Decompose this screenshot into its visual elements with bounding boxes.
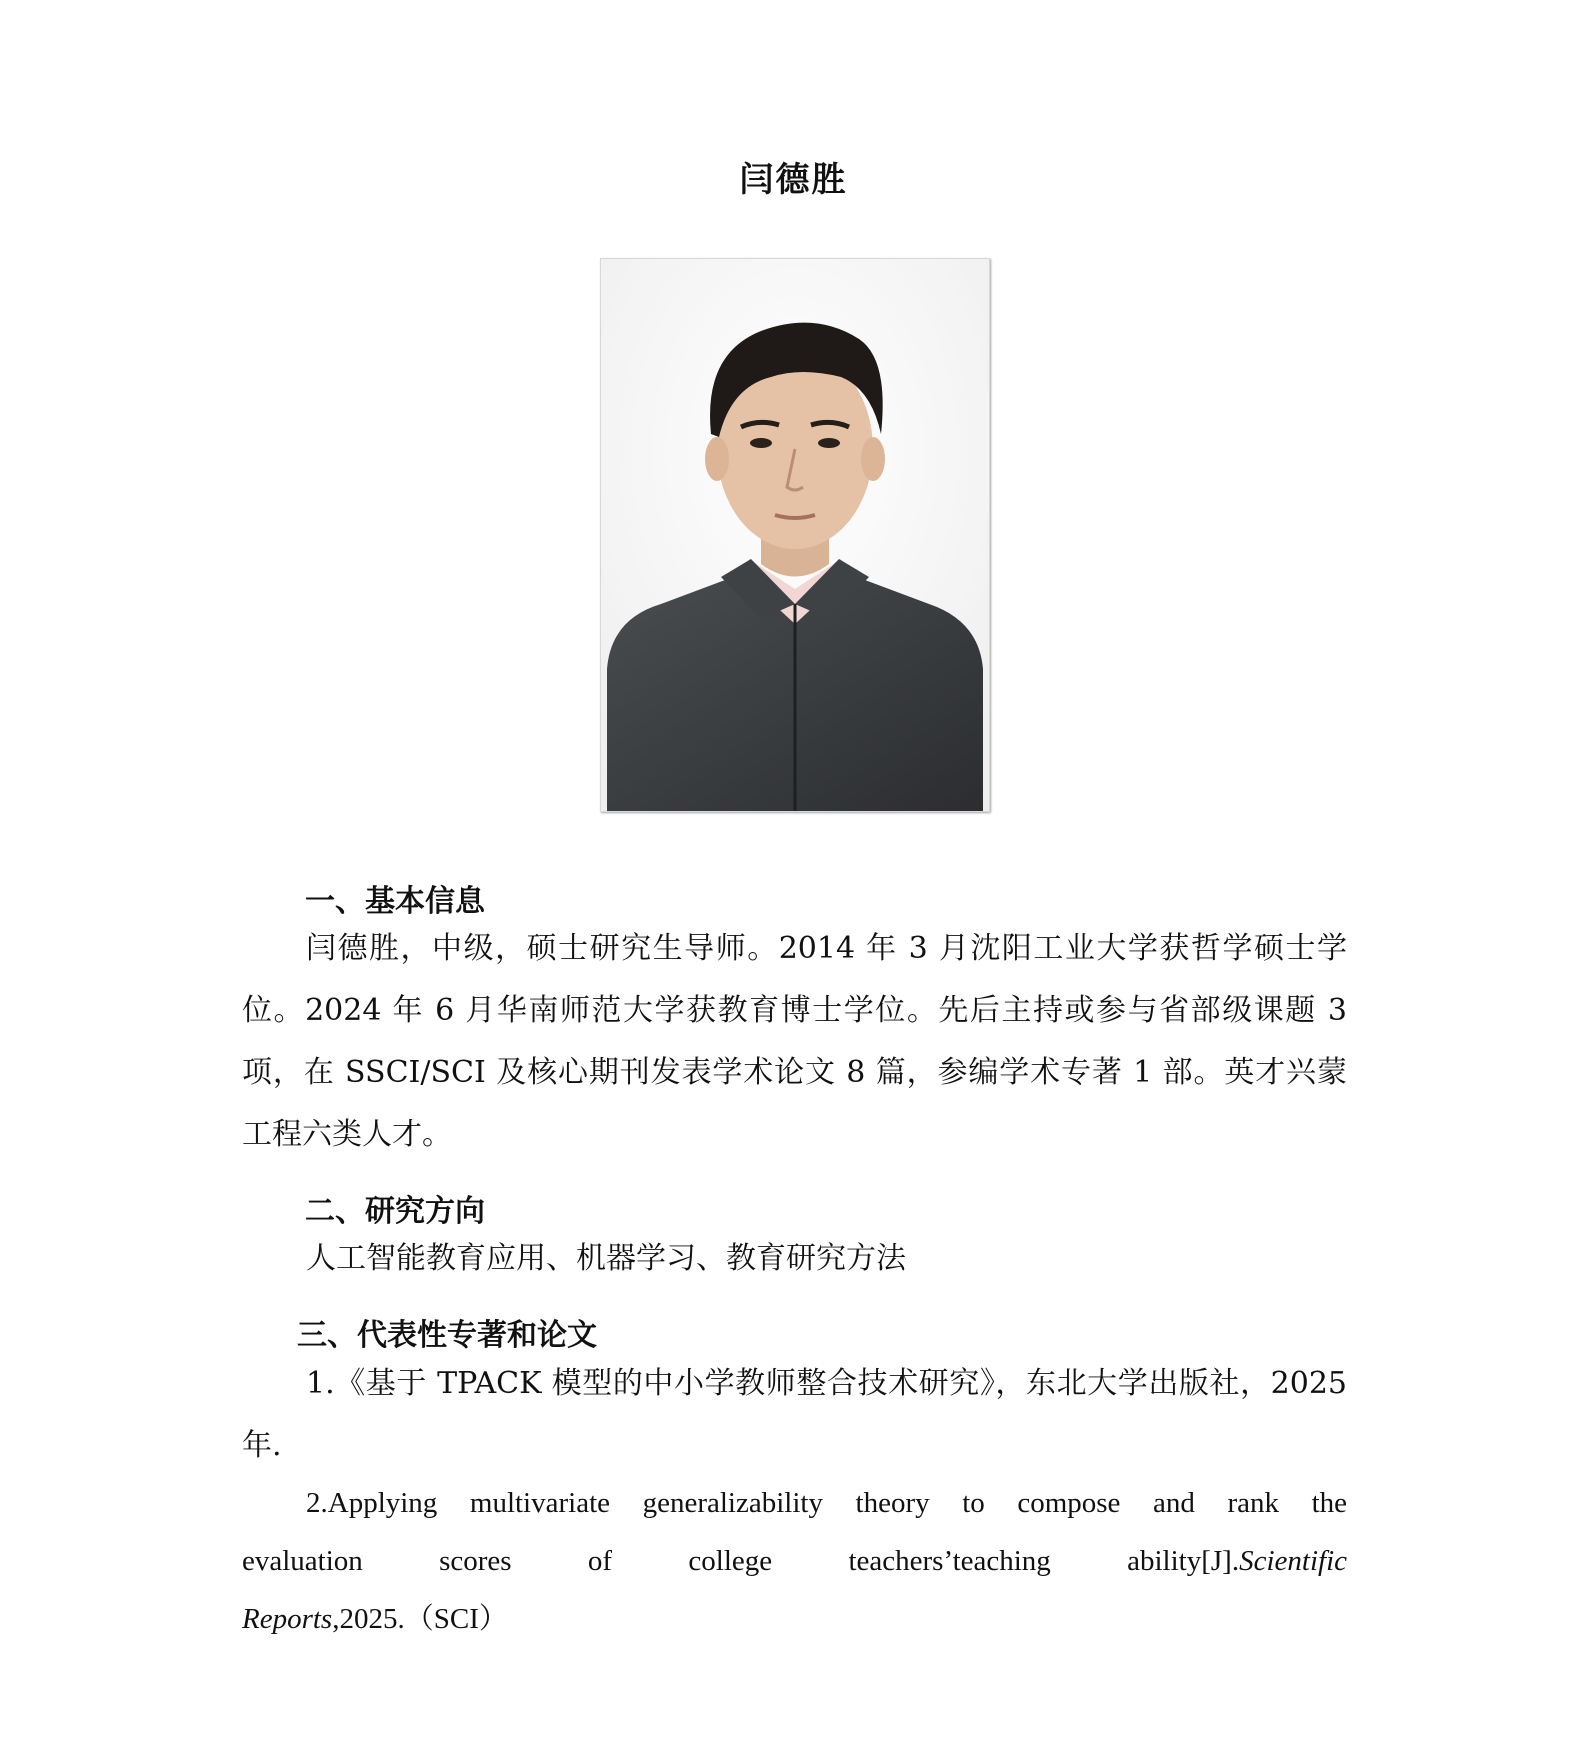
research-paragraph: 人工智能教育应用、机器学习、教育研究方法 <box>306 1241 906 1276</box>
works-item-2-main: 2.Applying multivariate generalizability theory to compose and rank the evaluation scores of college teachers’teaching ability[J]. <box>242 1487 1347 1577</box>
section-heading-works: 三、代表性专著和论文 <box>297 1318 597 1353</box>
works-item-2-tail: ,2025.（SCI） <box>332 1603 508 1635</box>
section-heading-research: 二、研究方向 <box>305 1194 485 1229</box>
portrait-illustration <box>601 259 989 811</box>
section-heading-basic-info: 一、基本信息 <box>305 884 485 919</box>
works-item-1: 1.《基于 TPACK 模型的中小学教师整合技术研究》，东北大学出版社，2025 年. <box>242 1366 1347 1463</box>
works-item-2 <box>242 1474 1347 1648</box>
basic-info-paragraph: 闫德胜，中级，硕士研究生导师。2014 年 3 月沈阳工业大学获哲学硕士学位。2024 年 6 月华南师范大学获教育博士学位。先后主持或参与省部级课题 3 项，在 SSCI/SCI 及核心期刊发表学术论文 8 篇，参编学术专著 1 部。英才兴蒙工程六类人才。 <box>242 931 1347 1152</box>
page-title: 闫德胜 <box>739 160 848 200</box>
works-item-2-journal: Scientific Reports <box>242 1545 1347 1635</box>
portrait-photo <box>600 258 990 812</box>
